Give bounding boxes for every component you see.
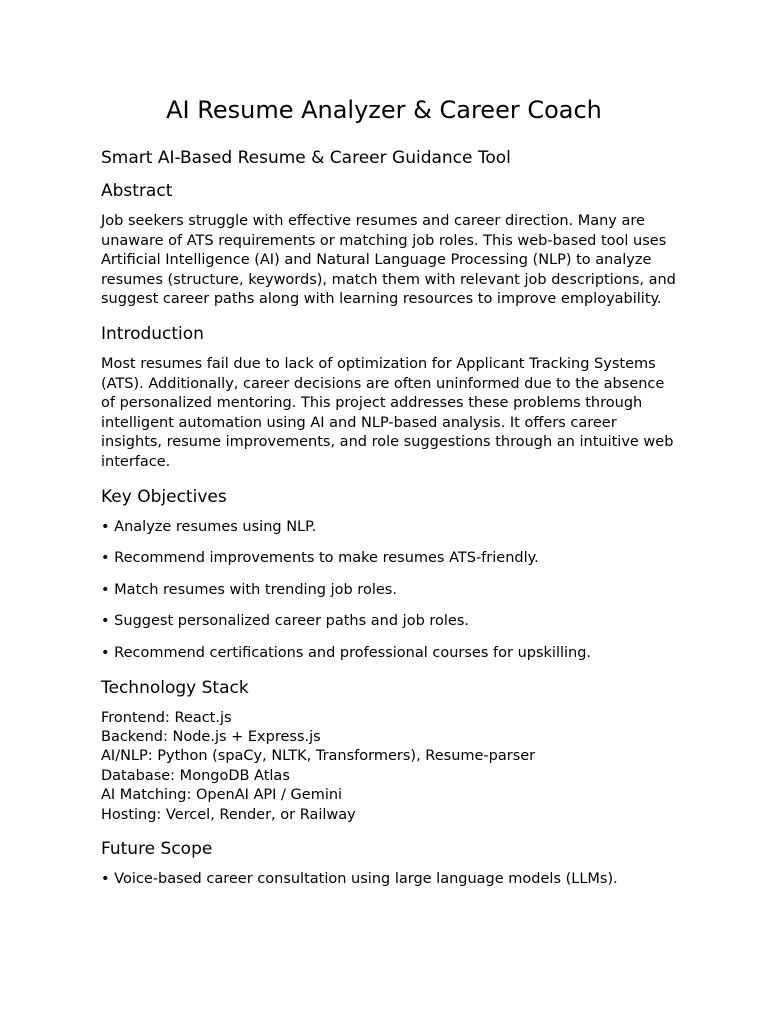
bullet-icon: • bbox=[101, 870, 110, 887]
bullet-icon: • bbox=[101, 518, 110, 535]
future-scope-list bbox=[101, 870, 681, 890]
technology-stack-section bbox=[101, 676, 681, 825]
objective-text: Recommend certifications and professional courses for upskilling. bbox=[114, 644, 592, 661]
abstract-text: Job seekers struggle with effective resumes and career direction. Many are unaware of ATS requirements or matching job roles. This web-based tool uses Artificial Intelligence (AI) and Natural Language Processing (NLP) to analyze resumes (structure, keywords), match them with relevant job descriptions, and suggest career paths along with learning resources to improve employability. bbox=[101, 213, 676, 308]
objective-item bbox=[101, 581, 681, 601]
abstract-heading: Abstract bbox=[101, 181, 173, 201]
future-scope-item bbox=[101, 870, 681, 890]
stack-line-backend: Backend: Node.js + Express.js bbox=[101, 728, 321, 745]
future-scope-section bbox=[101, 837, 681, 890]
bullet-icon: • bbox=[101, 613, 110, 630]
objective-text: Analyze resumes using NLP. bbox=[114, 518, 317, 535]
objective-text: Suggest personalized career paths and job roles. bbox=[114, 613, 470, 630]
objective-item bbox=[101, 549, 681, 569]
document-subtitle: Smart AI-Based Resume & Career Guidance Tool bbox=[101, 148, 511, 168]
key-objectives-heading: Key Objectives bbox=[101, 486, 227, 507]
future-scope-text: Voice-based career consultation using large language models (LLMs). bbox=[114, 870, 618, 887]
bullet-icon: • bbox=[101, 550, 110, 567]
future-scope-heading: Future Scope bbox=[101, 838, 213, 859]
bullet-icon: • bbox=[101, 581, 110, 598]
objective-text: Recommend improvements to make resumes ATS-friendly. bbox=[114, 550, 539, 567]
technology-stack-heading: Technology Stack bbox=[101, 677, 249, 698]
introduction-text: Most resumes fail due to lack of optimization for Applicant Tracking Systems (ATS). Additionally, career decisions are often uninformed due to the absence of personalized mentoring. This project addresses these problems through intelligent automation using AI and NLP-based analysis. It offers career insights, resume improvements, and role suggestions through an intuitive web interface. bbox=[101, 355, 674, 470]
objective-text: Match resumes with trending job roles. bbox=[114, 581, 397, 598]
document-body bbox=[101, 146, 681, 902]
bullet-icon: • bbox=[101, 644, 110, 661]
stack-line-ai-nlp: AI/NLP: Python (spaCy, NLTK, Transformers), Resume-parser bbox=[101, 748, 536, 765]
document-title: AI Resume Analyzer & Career Coach bbox=[166, 96, 602, 124]
introduction-section bbox=[101, 322, 681, 473]
objective-item bbox=[101, 518, 681, 538]
objective-item bbox=[101, 612, 681, 632]
introduction-heading: Introduction bbox=[101, 323, 204, 344]
key-objectives-list bbox=[101, 518, 681, 664]
technology-stack-list bbox=[101, 709, 681, 825]
stack-line-ai-matching: AI Matching: OpenAI API / Gemini bbox=[101, 787, 343, 804]
key-objectives-section bbox=[101, 485, 681, 664]
stack-line-hosting: Hosting: Vercel, Render, or Railway bbox=[101, 806, 356, 823]
stack-line-database: Database: MongoDB Atlas bbox=[101, 767, 290, 784]
abstract-section bbox=[101, 179, 681, 310]
stack-line-frontend: Frontend: React.js bbox=[101, 709, 232, 726]
objective-item bbox=[101, 644, 681, 664]
